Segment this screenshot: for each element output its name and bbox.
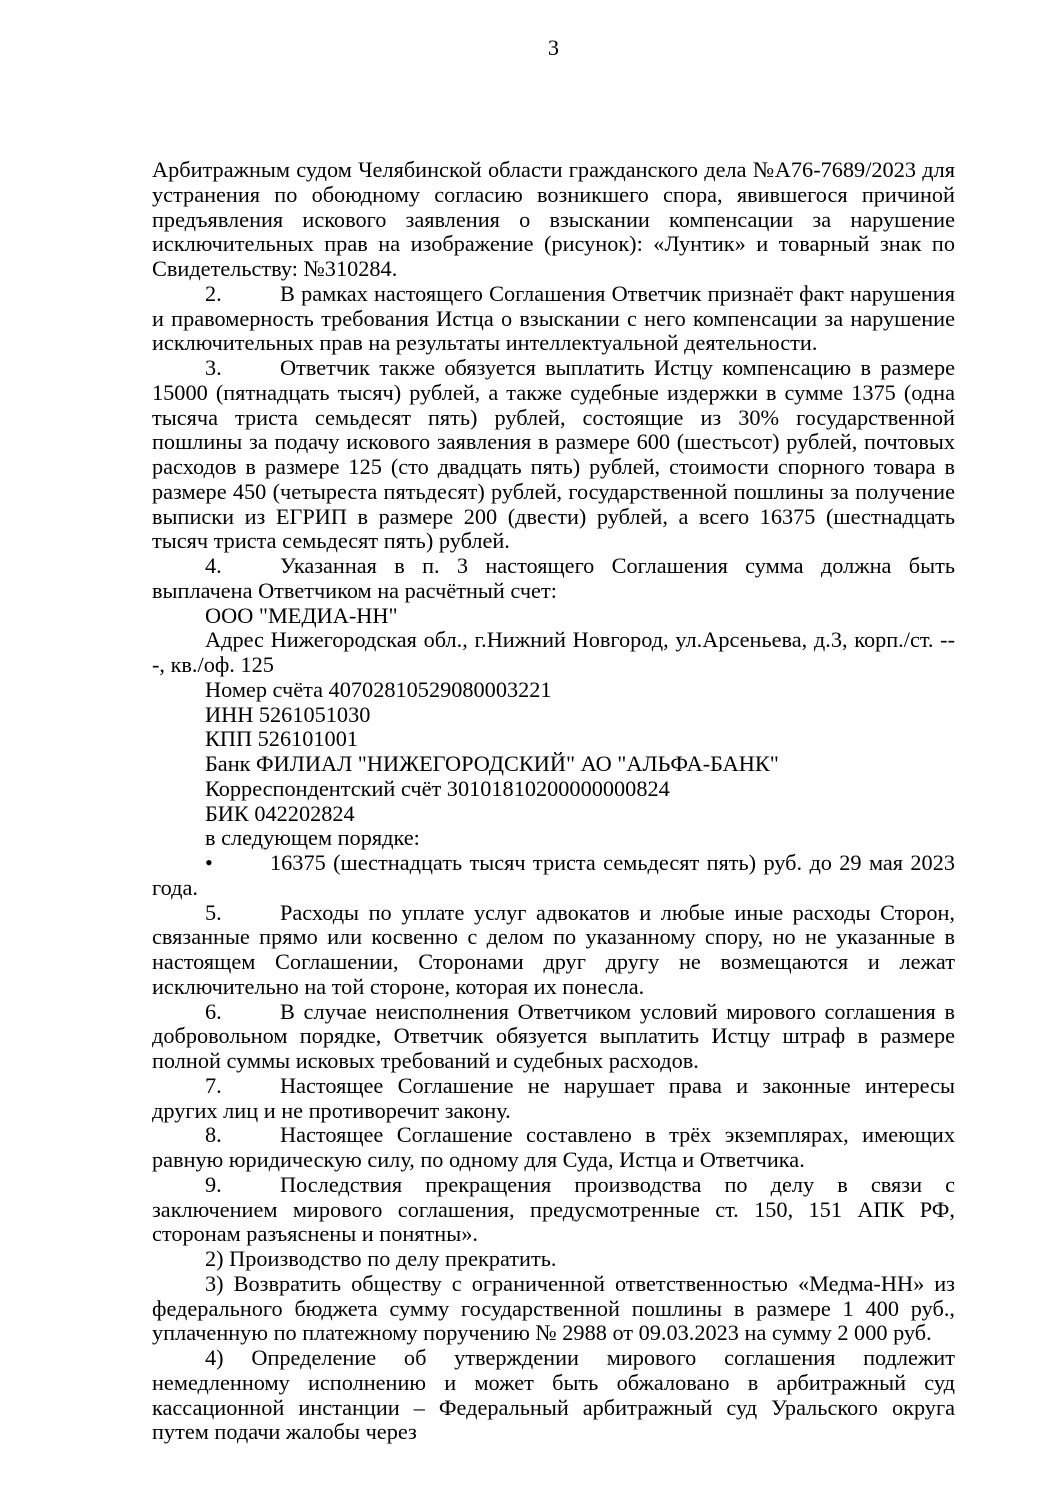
payee-name-line (152, 604, 955, 629)
clause-8-paragraph (152, 1123, 955, 1173)
paragraph-text: В случае неисполнения Ответчиком условий мирового соглашения в добровольном порядке, Ответчик обязуется выплатить Истцу штраф в размере полной суммы исковых требований и судебных расходов. (152, 998, 955, 1073)
paragraph-text: Определение об утверждении мирового соглашения подлежит немедленному исполнению и может быть обжаловано в арбитражный суд кассационной инстанции – Федеральный арбитражный суд Уральского округа путем подачи жалобы через (152, 1345, 955, 1445)
clause-5-paragraph (152, 901, 955, 1000)
payment-schedule-bullet (152, 851, 955, 901)
paragraph-number: 7. (205, 1072, 222, 1098)
bullet-marker: • (205, 850, 213, 875)
paragraph-number: 8. (205, 1122, 222, 1148)
paragraph-number: 2. (205, 280, 222, 306)
paragraph-text: Производство по делу прекратить. (229, 1246, 557, 1271)
paragraph-number: 2) (205, 1246, 224, 1271)
paragraph-text: Последствия прекращения производства по делу в связи с заключением мирового соглашения, предусмотренные ст. 150, 151 АПК РФ, сторонам разъяснены и понятны». (152, 1171, 955, 1247)
clause-7-paragraph (152, 1074, 955, 1124)
clause-9-paragraph (152, 1173, 955, 1247)
kpp-line (152, 727, 955, 752)
bik-line (152, 802, 955, 827)
paragraph-text: ООО "МЕДИА-НН" (205, 602, 398, 628)
clause-3-paragraph (152, 356, 955, 554)
paragraph-number: 4. (205, 553, 222, 578)
continuation-paragraph (152, 158, 955, 282)
paragraph-text: Настоящее Соглашение составлено в трёх экземплярах, имеющих равную юридическую силу, по одному для Суда, Истца и Ответчика. (152, 1122, 955, 1172)
correspondent-account-line (152, 777, 955, 802)
paragraph-number: 6. (205, 998, 222, 1024)
ruling-item-2-paragraph (152, 1247, 955, 1272)
page-number: 3 (547, 35, 560, 60)
document-body (152, 158, 955, 1445)
ruling-item-4-paragraph (152, 1346, 955, 1445)
account-number-line (152, 678, 955, 703)
inn-line (152, 703, 955, 728)
paragraph-number: 4) (205, 1345, 224, 1370)
paragraph-text: Указанная в п. 3 настоящего Соглашения сумма должна быть выплачена Ответчиком на расчётный счет: (152, 553, 955, 603)
clause-6-paragraph (152, 1000, 955, 1074)
paragraph-text: Возвратить обществу с ограниченной ответственностью «Медма-НН» из федерального бюджета сумму государственной пошлины в размере 1 400 руб., уплаченную по платежному поручению № 2988 от 09.03.2023 на сумму 2 000 руб. (152, 1270, 955, 1346)
paragraph-number: 9. (205, 1171, 222, 1197)
paragraph-text: Арбитражным судом Челябинской области гражданского дела №А76-7689/2023 для устранения по обоюдному согласию возникшего спора, явившегося причиной предъявления искового заявления о взыскании компенсации за нарушение исключительных прав на изображение (рисунок): «Лунтик» и товарный знак по Свидетельству: №310284. (152, 157, 955, 281)
paragraph-number: 5. (205, 899, 222, 925)
clause-2-paragraph (152, 282, 955, 356)
paragraph-text: 16375 (шестнадцать тысяч триста семьдесят пять) руб. до 29 мая 2023 года. (152, 850, 955, 900)
payment-order-intro-line (152, 826, 955, 851)
paragraph-text: в следующем порядке: (205, 825, 420, 851)
paragraph-text: Адрес Нижегородская обл., г.Нижний Новгород, ул.Арсеньева, д.3, корп./ст. ---, кв./оф. 125 (152, 627, 955, 677)
paragraph-text: Настоящее Соглашение не нарушает права и законные интересы других лиц и не противоречит закону. (152, 1072, 955, 1123)
paragraph-text: В рамках настоящего Соглашения Ответчик признаёт факт нарушения и правомерность требования Истца о взыскании с него компенсации за нарушение исключительных прав на результаты интеллектуальной деятельности. (152, 280, 955, 356)
paragraph-text: БИК 042202824 (205, 800, 355, 826)
paragraph-text: КПП 526101001 (205, 726, 358, 752)
paragraph-number: 3) (205, 1270, 224, 1296)
paragraph-text: Корреспондентский счёт 30101810200000000824 (205, 775, 670, 801)
paragraph-text: ИНН 5261051030 (205, 701, 371, 727)
paragraph-text: Ответчик также обязуется выплатить Истцу компенсацию в размере 15000 (пятнадцать тысяч) рублей, а также судебные издержки в сумме 1375 (одна тысяча триста семьдесят пять) рублей, состоящие из 30% государственной пошлины за подачу искового заявления в размере 600 (шестьсот) рублей, почтовых расходов в размере 125 (сто двадцать пять) рублей, стоимости спорного товара в размере 450 (четыреста пятьдесят) рублей, государственной пошлины за получение выписки из ЕГРИП в размере 200 (двести) рублей, а всего 16375 (шестнадцать тысяч триста семьдесят пять) рублей. (152, 355, 955, 554)
paragraph-number: 3. (205, 355, 222, 380)
paragraph-text: Расходы по уплате услуг адвокатов и любые иные расходы Сторон, связанные прямо или косвенно с делом по указанному спору, но не указанные в настоящем Соглашении, Сторонами друг другу не возмещаются и лежат исключительно на той стороне, которая их понесла. (152, 899, 955, 999)
clause-4-paragraph (152, 554, 955, 604)
paragraph-text: Номер счёта 40702810529080003221 (205, 676, 552, 702)
ruling-item-3-paragraph (152, 1272, 955, 1346)
bank-name-line (152, 752, 955, 777)
payee-address-line (152, 628, 955, 678)
paragraph-text: Банк ФИЛИАЛ "НИЖЕГОРОДСКИЙ" АО "АЛЬФА-БАНК" (205, 751, 779, 776)
